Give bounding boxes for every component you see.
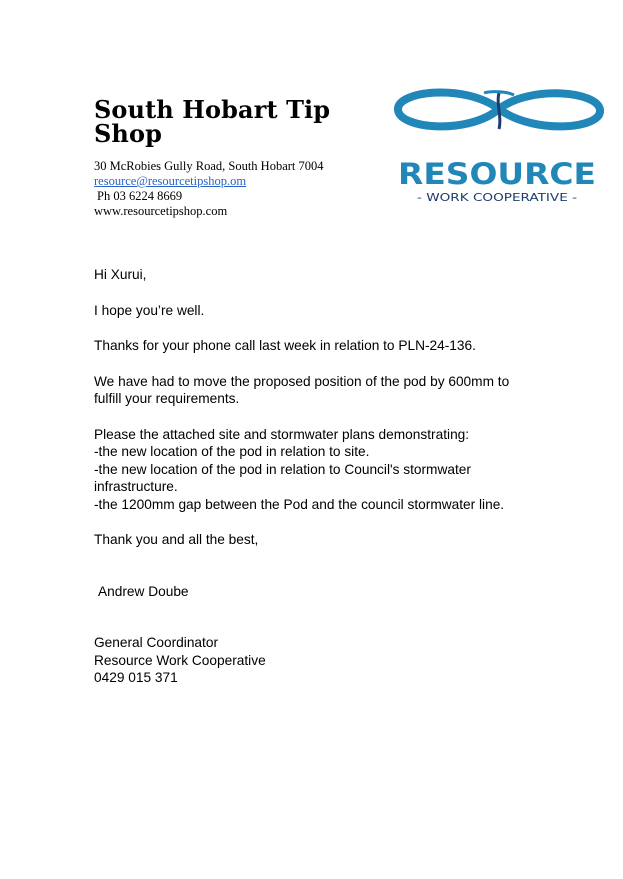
- email-link[interactable]: resource@resourcetipshop.om: [94, 174, 247, 188]
- list-item: -the new location of the pod in relation to site.: [94, 444, 370, 459]
- paragraph-plans-intro: Please the attached site and stormwater plans demonstrating:: [94, 426, 470, 442]
- signature-name: Andrew Doube: [98, 583, 189, 599]
- list-item: -the 1200mm gap between the Pod and the council stormwater line.: [94, 496, 505, 512]
- website: www.resourcetipshop.com: [94, 204, 228, 218]
- paragraph-thanks: Thanks for your phone call last week in relation to PLN-24-136.: [94, 338, 476, 353]
- letter-body: [94, 266, 534, 687]
- greeting: Hi Xurui,: [94, 267, 147, 282]
- signatory-title: General Coordinator: [94, 635, 219, 650]
- signatory-phone: 0429 015 371: [94, 670, 178, 685]
- org-name: South Hobart Tip Shop: [94, 95, 331, 148]
- phone: Ph 03 6224 8669: [97, 189, 183, 203]
- signatory-organisation: Resource Work Cooperative: [94, 652, 266, 668]
- loop-mark-icon: [398, 92, 600, 129]
- contact-block: [94, 159, 384, 219]
- address: 30 McRobies Gully Road, South Hobart 7004: [94, 159, 324, 173]
- paragraph-wellbeing: I hope you’re well.: [94, 302, 205, 318]
- logo-tagline: - WORK COOPERATIVE -: [417, 192, 578, 204]
- letterhead: [94, 95, 384, 219]
- paragraph-pod-move: We have had to move the proposed position of the pod by 600mm to fulfill your requirements.: [94, 373, 510, 406]
- closing: Thank you and all the best,: [94, 532, 259, 547]
- logo-wordmark: RESOURCE: [398, 157, 596, 191]
- resource-logo: [394, 83, 604, 205]
- list-item: -the new location of the pod in relation to Council's stormwater infrastructure.: [94, 461, 471, 494]
